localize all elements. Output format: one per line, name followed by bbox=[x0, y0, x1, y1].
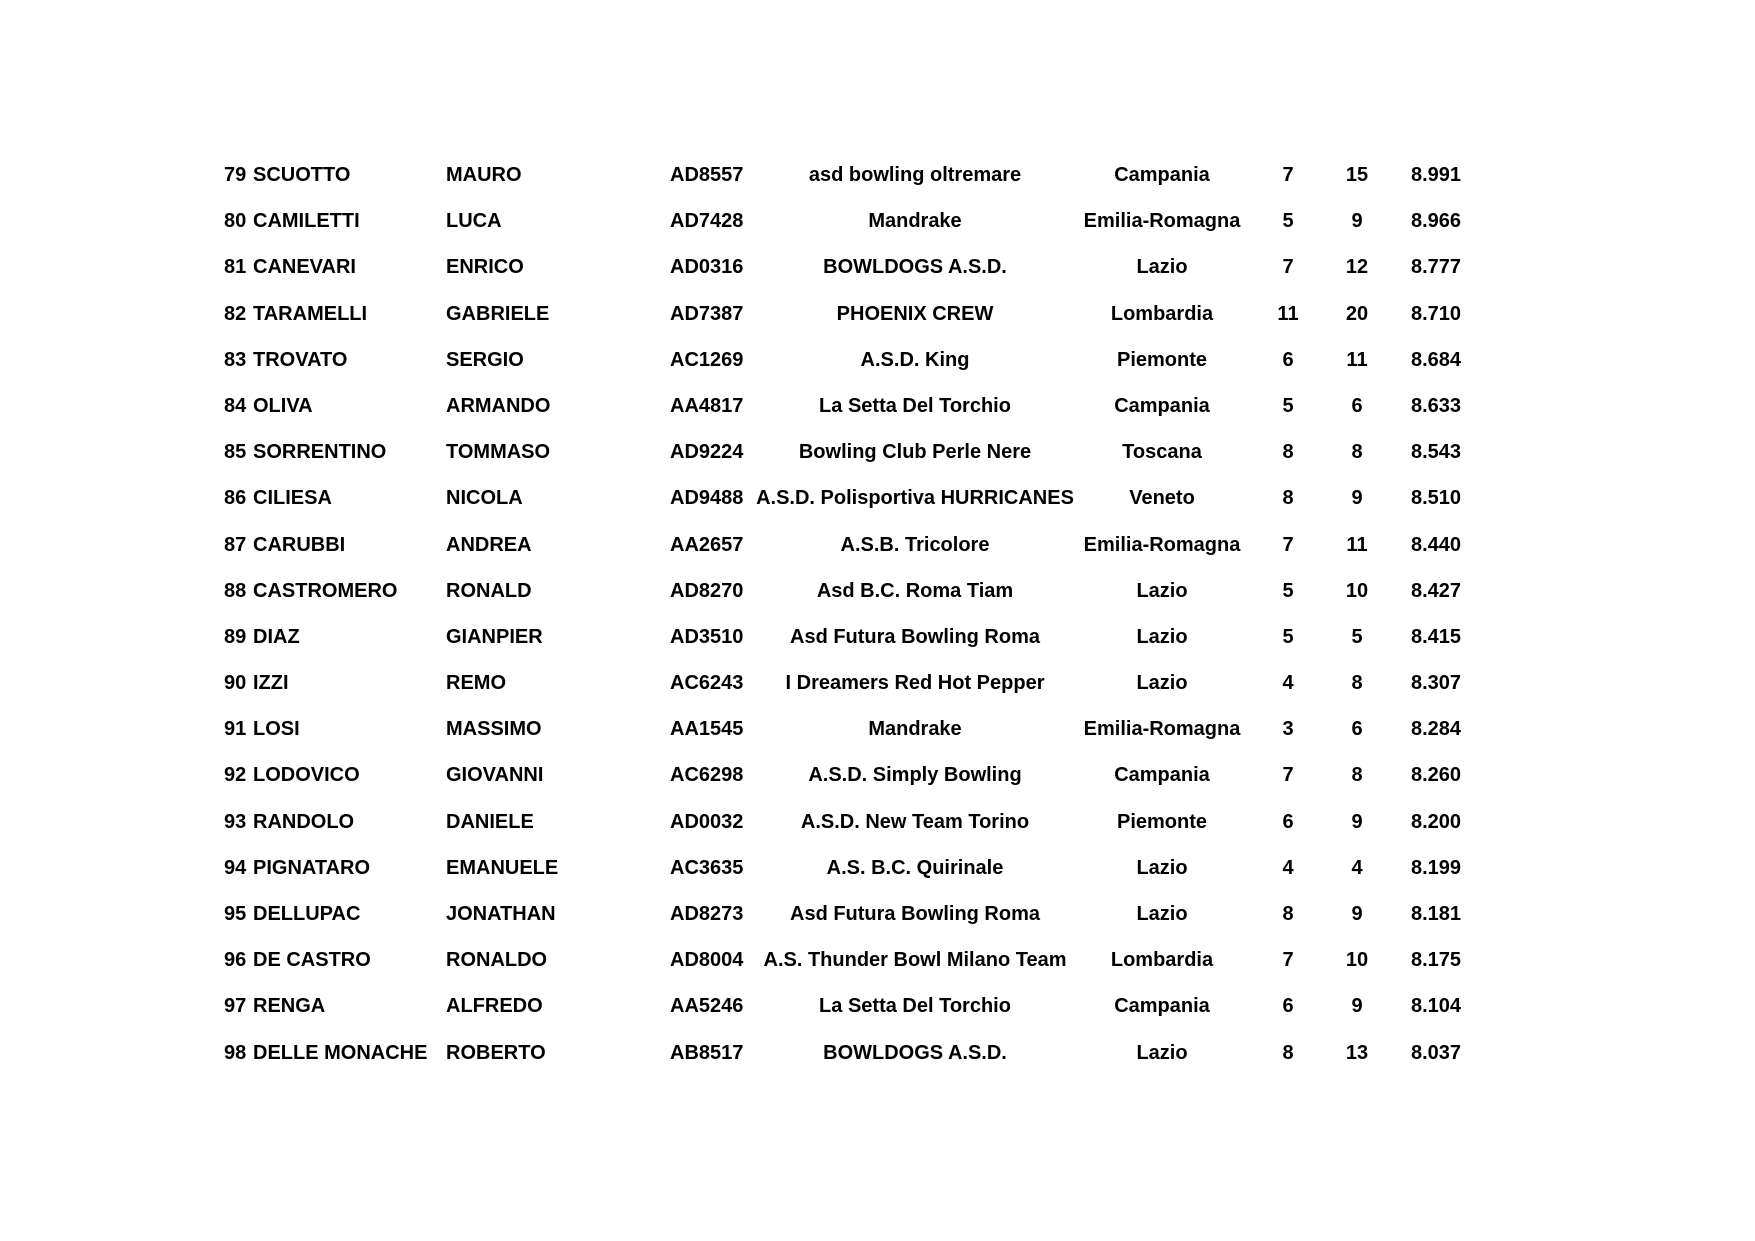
rank-cell: 96 bbox=[224, 949, 247, 972]
club-cell: asd bowling oltremare bbox=[808, 164, 1022, 186]
name-cell: SERGIO bbox=[446, 348, 524, 371]
surname-cell: SORRENTINO bbox=[253, 441, 387, 464]
license-code-cell: AB8517 bbox=[670, 1041, 744, 1064]
region-cell: Lombardia bbox=[1110, 949, 1214, 972]
rank-cell: 92 bbox=[224, 764, 247, 787]
rank-cell: 94 bbox=[224, 856, 247, 879]
count-2-cell: 8 bbox=[1351, 764, 1363, 787]
license-code-cell: AD3510 bbox=[670, 625, 744, 648]
table-row bbox=[0, 568, 1755, 614]
table-row bbox=[0, 337, 1755, 383]
club-cell: A.S.D. New Team Torino bbox=[800, 810, 1030, 833]
count-1-cell: 4 bbox=[1282, 672, 1294, 695]
surname-cell: CARUBBI bbox=[253, 533, 346, 556]
score-cell: 8.104 bbox=[1410, 995, 1462, 1018]
table-row bbox=[0, 845, 1755, 891]
table-row bbox=[0, 1030, 1755, 1076]
region-cell: Piemonte bbox=[1116, 810, 1208, 833]
rank-cell: 97 bbox=[224, 995, 247, 1018]
name-cell: RONALDO bbox=[446, 949, 548, 972]
score-cell: 8.037 bbox=[1410, 1041, 1462, 1064]
count-2-cell: 5 bbox=[1351, 625, 1363, 648]
count-2-cell: 9 bbox=[1351, 903, 1363, 925]
surname-cell: DE CASTRO bbox=[253, 949, 371, 972]
club-cell: Mandrake bbox=[868, 210, 962, 233]
club-cell: Mandrake bbox=[868, 718, 962, 741]
count-2-cell: 9 bbox=[1351, 810, 1363, 833]
license-code-cell: AD0032 bbox=[670, 810, 744, 833]
score-cell: 8.633 bbox=[1410, 394, 1462, 417]
rank-cell: 90 bbox=[224, 672, 247, 695]
count-1-cell: 5 bbox=[1282, 210, 1294, 233]
rank-cell: 81 bbox=[224, 256, 247, 279]
region-cell: Piemonte bbox=[1116, 348, 1208, 371]
ranking-table bbox=[0, 152, 1755, 1076]
score-cell: 8.427 bbox=[1410, 579, 1462, 602]
club-cell: Bowling Club Perle Nere bbox=[798, 441, 1032, 464]
license-code-cell: AD8004 bbox=[670, 949, 744, 972]
club-cell: PHOENIX CREW bbox=[836, 302, 994, 325]
license-code-cell: AD9224 bbox=[670, 441, 744, 464]
club-cell: A.S.D. Polisportiva HURRICANES bbox=[756, 487, 1074, 510]
score-cell: 8.181 bbox=[1410, 903, 1462, 925]
region-cell: Campania bbox=[1114, 164, 1210, 186]
table-row bbox=[0, 614, 1755, 660]
surname-cell: SCUOTTO bbox=[253, 164, 351, 186]
table-row bbox=[0, 752, 1755, 798]
name-cell: ANDREA bbox=[446, 533, 532, 556]
club-cell: A.S.D. Simply Bowling bbox=[808, 764, 1022, 787]
score-cell: 8.200 bbox=[1410, 810, 1462, 833]
name-cell: NICOLA bbox=[446, 487, 523, 510]
score-cell: 8.966 bbox=[1410, 210, 1462, 233]
license-code-cell: AD8557 bbox=[670, 164, 744, 186]
region-cell: Lazio bbox=[1136, 625, 1188, 648]
score-cell: 8.510 bbox=[1410, 487, 1462, 510]
license-code-cell: AD8273 bbox=[670, 903, 744, 925]
count-2-cell: 9 bbox=[1351, 210, 1363, 233]
region-cell: Lazio bbox=[1136, 256, 1188, 279]
license-code-cell: AD7428 bbox=[670, 210, 744, 233]
license-code-cell: AD0316 bbox=[670, 256, 744, 279]
score-cell: 8.710 bbox=[1410, 302, 1462, 325]
surname-cell: RANDOLO bbox=[253, 810, 355, 833]
table-row bbox=[0, 522, 1755, 568]
rank-cell: 85 bbox=[224, 441, 247, 464]
count-1-cell: 11 bbox=[1277, 302, 1299, 325]
surname-cell: OLIVA bbox=[253, 394, 313, 417]
count-2-cell: 8 bbox=[1351, 672, 1363, 695]
name-cell: ALFREDO bbox=[446, 995, 543, 1018]
table-row bbox=[0, 475, 1755, 521]
region-cell: Emilia-Romagna bbox=[1083, 210, 1241, 233]
score-cell: 8.415 bbox=[1410, 625, 1462, 648]
table-row bbox=[0, 937, 1755, 983]
surname-cell: CASTROMERO bbox=[253, 579, 398, 602]
surname-cell: LOSI bbox=[253, 718, 300, 741]
count-1-cell: 6 bbox=[1282, 995, 1294, 1018]
count-1-cell: 7 bbox=[1282, 764, 1294, 787]
club-cell: Asd Futura Bowling Roma bbox=[790, 903, 1040, 925]
table-row bbox=[0, 429, 1755, 475]
region-cell: Veneto bbox=[1129, 487, 1195, 510]
table-row bbox=[0, 198, 1755, 244]
count-1-cell: 8 bbox=[1282, 441, 1294, 464]
name-cell: ROBERTO bbox=[446, 1041, 546, 1064]
rank-cell: 87 bbox=[224, 533, 247, 556]
score-cell: 8.175 bbox=[1410, 949, 1462, 972]
rank-cell: 98 bbox=[224, 1041, 247, 1064]
region-cell: Campania bbox=[1114, 394, 1210, 417]
table-row bbox=[0, 983, 1755, 1029]
surname-cell: LODOVICO bbox=[253, 764, 360, 787]
rank-cell: 89 bbox=[224, 625, 247, 648]
region-cell: Lombardia bbox=[1110, 302, 1214, 325]
count-1-cell: 6 bbox=[1282, 348, 1294, 371]
table-row bbox=[0, 383, 1755, 429]
score-cell: 8.543 bbox=[1410, 441, 1462, 464]
count-1-cell: 5 bbox=[1282, 394, 1294, 417]
name-cell: EMANUELE bbox=[446, 856, 559, 879]
license-code-cell: AA2657 bbox=[670, 533, 744, 556]
name-cell: GIOVANNI bbox=[446, 764, 544, 787]
surname-cell: PIGNATARO bbox=[253, 856, 371, 879]
table-row bbox=[0, 291, 1755, 337]
club-cell: A.S.D. King bbox=[860, 348, 970, 371]
count-1-cell: 7 bbox=[1282, 949, 1294, 972]
rank-cell: 95 bbox=[224, 903, 247, 925]
region-cell: Lazio bbox=[1136, 903, 1188, 925]
table-row bbox=[0, 799, 1755, 845]
count-1-cell: 4 bbox=[1282, 856, 1294, 879]
surname-cell: CAMILETTI bbox=[253, 210, 360, 233]
count-2-cell: 11 bbox=[1346, 533, 1368, 556]
club-cell: I Dreamers Red Hot Pepper bbox=[785, 672, 1045, 695]
surname-cell: DELLE MONACHE bbox=[253, 1041, 428, 1064]
license-code-cell: AD8270 bbox=[670, 579, 744, 602]
region-cell: Emilia-Romagna bbox=[1083, 718, 1241, 741]
rank-cell: 86 bbox=[224, 487, 247, 510]
club-cell: Asd Futura Bowling Roma bbox=[790, 625, 1040, 648]
surname-cell: DIAZ bbox=[253, 625, 300, 648]
name-cell: REMO bbox=[446, 672, 506, 695]
count-2-cell: 13 bbox=[1345, 1041, 1369, 1064]
name-cell: GABRIELE bbox=[446, 302, 550, 325]
score-cell: 8.307 bbox=[1410, 672, 1462, 695]
name-cell: ENRICO bbox=[446, 256, 524, 279]
club-cell: A.S.B. Tricolore bbox=[840, 533, 990, 556]
license-code-cell: AA1545 bbox=[670, 718, 744, 741]
region-cell: Toscana bbox=[1122, 441, 1202, 464]
score-cell: 8.284 bbox=[1410, 718, 1462, 741]
count-2-cell: 12 bbox=[1345, 256, 1369, 279]
name-cell: ARMANDO bbox=[446, 394, 551, 417]
club-cell: La Setta Del Torchio bbox=[819, 394, 1011, 417]
surname-cell: CANEVARI bbox=[253, 256, 356, 279]
surname-cell: TARAMELLI bbox=[253, 302, 368, 325]
license-code-cell: AD7387 bbox=[670, 302, 744, 325]
count-2-cell: 6 bbox=[1351, 394, 1363, 417]
rank-cell: 79 bbox=[224, 164, 247, 186]
rank-cell: 91 bbox=[224, 718, 247, 741]
count-1-cell: 7 bbox=[1282, 164, 1294, 186]
count-1-cell: 5 bbox=[1282, 625, 1294, 648]
count-1-cell: 8 bbox=[1282, 487, 1294, 510]
count-2-cell: 9 bbox=[1351, 487, 1363, 510]
club-cell: Asd B.C. Roma Tiam bbox=[816, 579, 1014, 602]
table-row bbox=[0, 706, 1755, 752]
region-cell: Lazio bbox=[1136, 672, 1188, 695]
club-cell: BOWLDOGS A.S.D. bbox=[823, 1041, 1007, 1064]
license-code-cell: AC6243 bbox=[670, 672, 744, 695]
name-cell: GIANPIER bbox=[446, 625, 543, 648]
license-code-cell: AC3635 bbox=[670, 856, 744, 879]
table-row bbox=[0, 891, 1755, 937]
surname-cell: TROVATO bbox=[253, 348, 348, 371]
surname-cell: DELLUPAC bbox=[253, 903, 361, 925]
count-2-cell: 10 bbox=[1345, 579, 1369, 602]
count-1-cell: 7 bbox=[1282, 256, 1294, 279]
license-code-cell: AA4817 bbox=[670, 394, 744, 417]
count-1-cell: 8 bbox=[1282, 1041, 1294, 1064]
surname-cell: IZZI bbox=[253, 672, 289, 695]
region-cell: Emilia-Romagna bbox=[1083, 533, 1241, 556]
rank-cell: 84 bbox=[224, 394, 247, 417]
count-2-cell: 9 bbox=[1351, 995, 1363, 1018]
table-row bbox=[0, 244, 1755, 290]
license-code-cell: AC1269 bbox=[670, 348, 744, 371]
score-cell: 8.199 bbox=[1410, 856, 1462, 879]
count-2-cell: 10 bbox=[1345, 949, 1369, 972]
rank-cell: 93 bbox=[224, 810, 247, 833]
region-cell: Lazio bbox=[1136, 579, 1188, 602]
region-cell: Campania bbox=[1114, 764, 1210, 787]
count-1-cell: 5 bbox=[1282, 579, 1294, 602]
count-1-cell: 6 bbox=[1282, 810, 1294, 833]
surname-cell: CILIESA bbox=[253, 487, 332, 510]
score-cell: 8.684 bbox=[1410, 348, 1462, 371]
name-cell: DANIELE bbox=[446, 810, 534, 833]
count-1-cell: 7 bbox=[1282, 533, 1294, 556]
rank-cell: 83 bbox=[224, 348, 247, 371]
score-cell: 8.991 bbox=[1410, 164, 1462, 186]
club-cell: A.S. Thunder Bowl Milano Team bbox=[763, 949, 1067, 972]
name-cell: LUCA bbox=[446, 210, 502, 233]
count-2-cell: 6 bbox=[1351, 718, 1363, 741]
name-cell: JONATHAN bbox=[446, 903, 556, 925]
name-cell: TOMMASO bbox=[446, 441, 551, 464]
count-1-cell: 8 bbox=[1282, 903, 1294, 925]
club-cell: La Setta Del Torchio bbox=[819, 995, 1011, 1018]
region-cell: Lazio bbox=[1136, 856, 1188, 879]
surname-cell: RENGA bbox=[253, 995, 326, 1018]
score-cell: 8.777 bbox=[1410, 256, 1462, 279]
rank-cell: 82 bbox=[224, 302, 247, 325]
count-2-cell: 11 bbox=[1346, 348, 1368, 371]
club-cell: BOWLDOGS A.S.D. bbox=[823, 256, 1007, 279]
license-code-cell: AC6298 bbox=[670, 764, 744, 787]
table-row bbox=[0, 660, 1755, 706]
name-cell: MASSIMO bbox=[446, 718, 542, 741]
score-cell: 8.440 bbox=[1410, 533, 1462, 556]
rank-cell: 88 bbox=[224, 579, 247, 602]
count-2-cell: 4 bbox=[1351, 856, 1363, 879]
rank-cell: 80 bbox=[224, 210, 247, 233]
club-cell: A.S. B.C. Quirinale bbox=[826, 856, 1004, 879]
table-row bbox=[0, 152, 1755, 198]
region-cell: Lazio bbox=[1136, 1041, 1188, 1064]
name-cell: MAURO bbox=[446, 164, 522, 186]
count-2-cell: 15 bbox=[1345, 164, 1369, 186]
score-cell: 8.260 bbox=[1410, 764, 1462, 787]
license-code-cell: AA5246 bbox=[670, 995, 744, 1018]
count-1-cell: 3 bbox=[1282, 718, 1294, 741]
name-cell: RONALD bbox=[446, 579, 532, 602]
count-2-cell: 20 bbox=[1345, 302, 1369, 325]
license-code-cell: AD9488 bbox=[670, 487, 744, 510]
region-cell: Campania bbox=[1114, 995, 1210, 1018]
count-2-cell: 8 bbox=[1351, 441, 1363, 464]
